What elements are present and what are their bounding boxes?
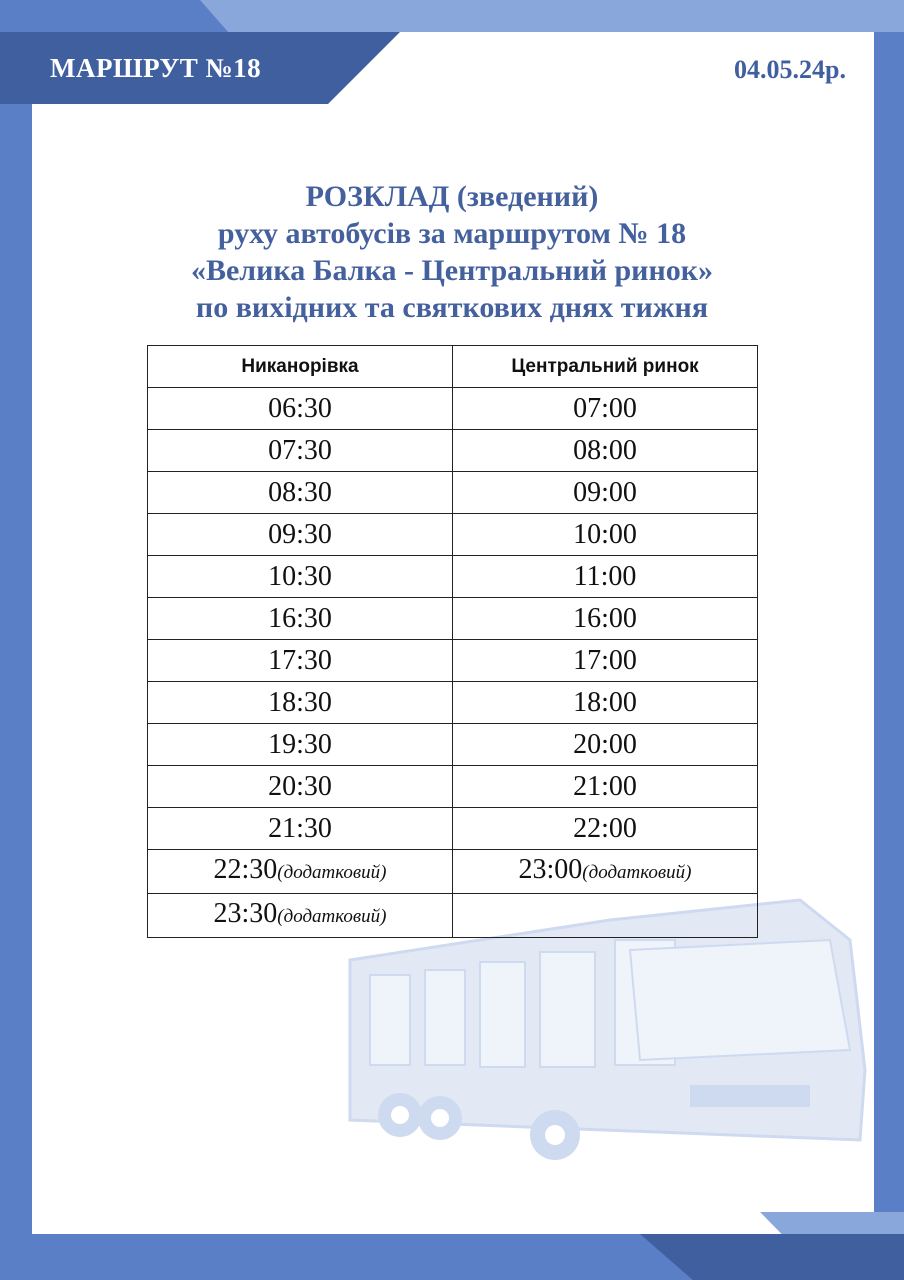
date-label: 04.05.24р. <box>734 55 846 84</box>
extra-trip-note: (додатковий) <box>277 906 387 927</box>
departure-time: 10:30 <box>148 556 453 598</box>
table-row <box>148 430 758 472</box>
page-title <box>32 178 872 326</box>
table-row <box>148 766 758 808</box>
route-label: МАРШРУТ №18 <box>50 53 262 83</box>
departure-time: 20:30 <box>148 766 453 808</box>
departure-time: 16:00 <box>453 598 758 640</box>
title-line-4: по вихідних та святкових днях тижня <box>195 291 709 324</box>
departure-time: 23:00 <box>518 854 583 885</box>
title-line-2: руху автобусів за маршрутом № 18 <box>217 217 687 250</box>
table-row <box>148 894 758 938</box>
departure-time-extra <box>453 850 758 894</box>
table-row <box>148 598 758 640</box>
departure-time: 21:00 <box>453 766 758 808</box>
departure-time: 18:30 <box>148 682 453 724</box>
table-row <box>148 682 758 724</box>
departure-time: 08:30 <box>148 472 453 514</box>
table-row <box>148 808 758 850</box>
column-header-nykanorivka: Никанорівка <box>148 346 453 388</box>
table-row <box>148 724 758 766</box>
table-header-row <box>148 346 758 388</box>
departure-time-extra <box>148 894 453 938</box>
extra-trip-note: (додатковий) <box>277 862 387 883</box>
table-row <box>148 850 758 894</box>
departure-time: 22:30 <box>213 854 278 885</box>
table-row <box>148 472 758 514</box>
column-header-central-market: Центральний ринок <box>453 346 758 388</box>
departure-time: 08:00 <box>453 430 758 472</box>
departure-time: 11:00 <box>453 556 758 598</box>
departure-time: 17:30 <box>148 640 453 682</box>
departure-time: 19:30 <box>148 724 453 766</box>
bottom-stripe-light <box>760 1212 904 1234</box>
departure-time: 23:30 <box>213 898 278 929</box>
table-row <box>148 556 758 598</box>
departure-time: 21:30 <box>148 808 453 850</box>
departure-time: 10:00 <box>453 514 758 556</box>
departure-time: 09:30 <box>148 514 453 556</box>
departure-time: 16:30 <box>148 598 453 640</box>
table-row <box>148 514 758 556</box>
top-stripe-light <box>200 0 904 32</box>
extra-trip-note: (додатковий) <box>582 862 692 883</box>
departure-time: 06:30 <box>148 388 453 430</box>
departure-time: 18:00 <box>453 682 758 724</box>
empty-cell <box>453 894 758 938</box>
table-row <box>148 388 758 430</box>
table-row <box>148 640 758 682</box>
schedule-table <box>147 345 758 938</box>
departure-time-extra <box>148 850 453 894</box>
title-line-1: РОЗКЛАД (зведений) <box>305 180 599 213</box>
title-line-3: «Велика Балка - Центральний ринок» <box>190 254 714 287</box>
departure-time: 20:00 <box>453 724 758 766</box>
departure-time: 07:30 <box>148 430 453 472</box>
departure-time: 09:00 <box>453 472 758 514</box>
departure-time: 07:00 <box>453 388 758 430</box>
departure-time: 17:00 <box>453 640 758 682</box>
departure-time: 22:00 <box>453 808 758 850</box>
